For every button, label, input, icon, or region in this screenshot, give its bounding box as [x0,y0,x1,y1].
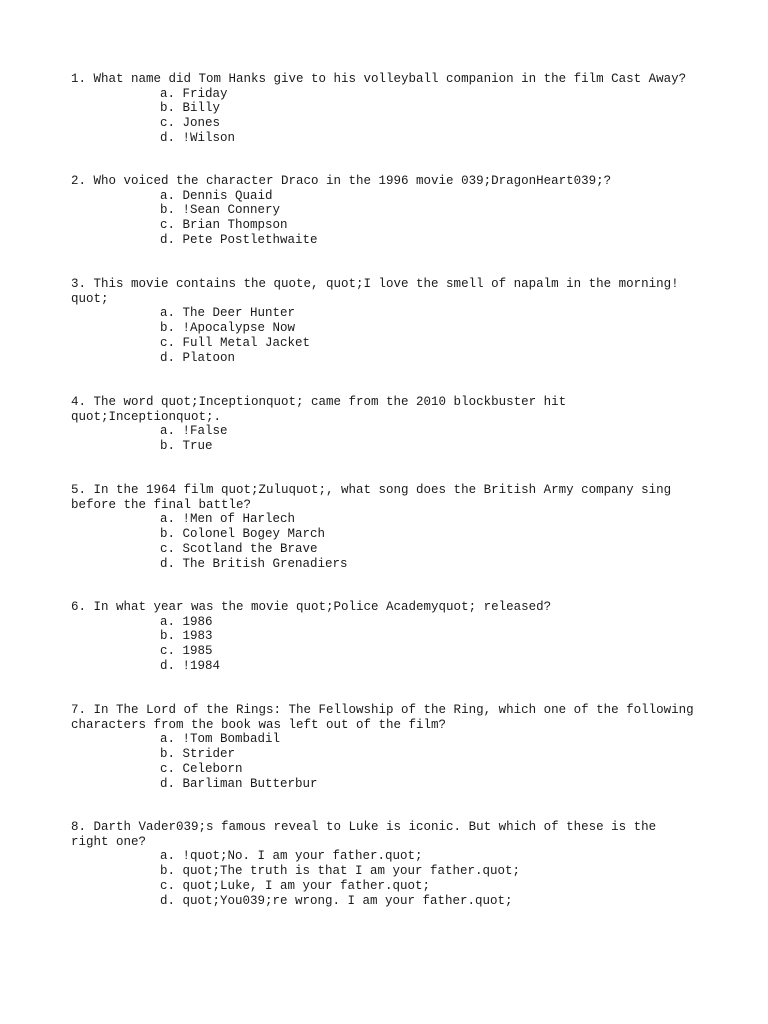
answer-option: b. Colonel Bogey March [160,527,326,542]
question-text: 7. In The Lord of the Rings: The Fellowship of the Ring, which one of the following characters from the book was left out of the film? [71,703,694,732]
question-4 [71,395,711,454]
answer-option: b. Strider [160,747,236,762]
answer-option: c. Scotland the Brave [160,541,318,556]
question-text: 3. This movie contains the quote, quot;I love the smell of napalm in the morning! quot; [71,277,679,306]
answer-option: b. !Sean Connery [160,203,281,218]
answer-option: c. quot;Luke, I am your father.quot; [160,878,431,893]
answer-option: a. 1986 [160,614,213,629]
answer-option: c. Brian Thompson [160,218,288,233]
answer-option: c. 1985 [160,644,213,659]
answer-option: d. !Wilson [160,130,236,145]
question-text: 6. In what year was the movie quot;Police Academyquot; released? [71,600,552,614]
answer-option: d. The British Grenadiers [160,556,348,571]
answer-option: a. Dennis Quaid [160,188,273,203]
question-text: 4. The word quot;Inceptionquot; came from the 2010 blockbuster hit quot;Inceptionquot;. [71,395,567,424]
answer-options [71,512,711,571]
answer-option: a. The Deer Hunter [160,306,296,321]
answer-options [71,615,711,674]
question-7 [71,703,711,791]
answer-option: d. !1984 [160,658,221,673]
answer-option: d. Barliman Butterbur [160,776,318,791]
answer-options [71,189,711,248]
answer-option: a. !False [160,424,228,439]
question-8 [71,820,711,908]
answer-option: b. 1983 [160,629,213,644]
question-5 [71,483,711,571]
answer-option: a. !Men of Harlech [160,512,296,527]
answer-option: a. !Tom Bombadil [160,732,281,747]
answer-options [71,849,711,908]
answer-option: d. Pete Postlethwaite [160,232,318,247]
answer-option: d. Platoon [160,350,236,365]
question-text: 8. Darth Vader039;s famous reveal to Luke is iconic. But which of these is the right one? [71,820,657,849]
answer-option: c. Jones [160,116,221,131]
answer-option: b. quot;The truth is that I am your father.quot; [160,864,521,879]
answer-options [71,306,711,365]
answer-option: b. !Apocalypse Now [160,321,296,336]
question-2 [71,174,711,248]
answer-option: d. quot;You039;re wrong. I am your father.quot; [160,893,513,908]
answer-options [71,424,711,453]
answer-option: c. Full Metal Jacket [160,335,311,350]
answer-option: a. !quot;No. I am your father.quot; [160,849,423,864]
question-6 [71,600,711,674]
answer-option: a. Friday [160,86,228,101]
question-text: 2. Who voiced the character Draco in the 1996 movie 039;DragonHeart039;? [71,174,612,188]
question-3 [71,277,711,365]
answer-option: b. Billy [160,101,221,116]
answer-options [71,732,711,791]
question-text: 1. What name did Tom Hanks give to his volleyball companion in the film Cast Away? [71,72,687,86]
answer-options [71,87,711,146]
answer-option: c. Celeborn [160,761,243,776]
question-1 [71,72,711,146]
question-text: 5. In the 1964 film quot;Zuluquot;, what song does the British Army company sing before the final battle? [71,483,672,512]
answer-option: b. True [160,439,213,454]
